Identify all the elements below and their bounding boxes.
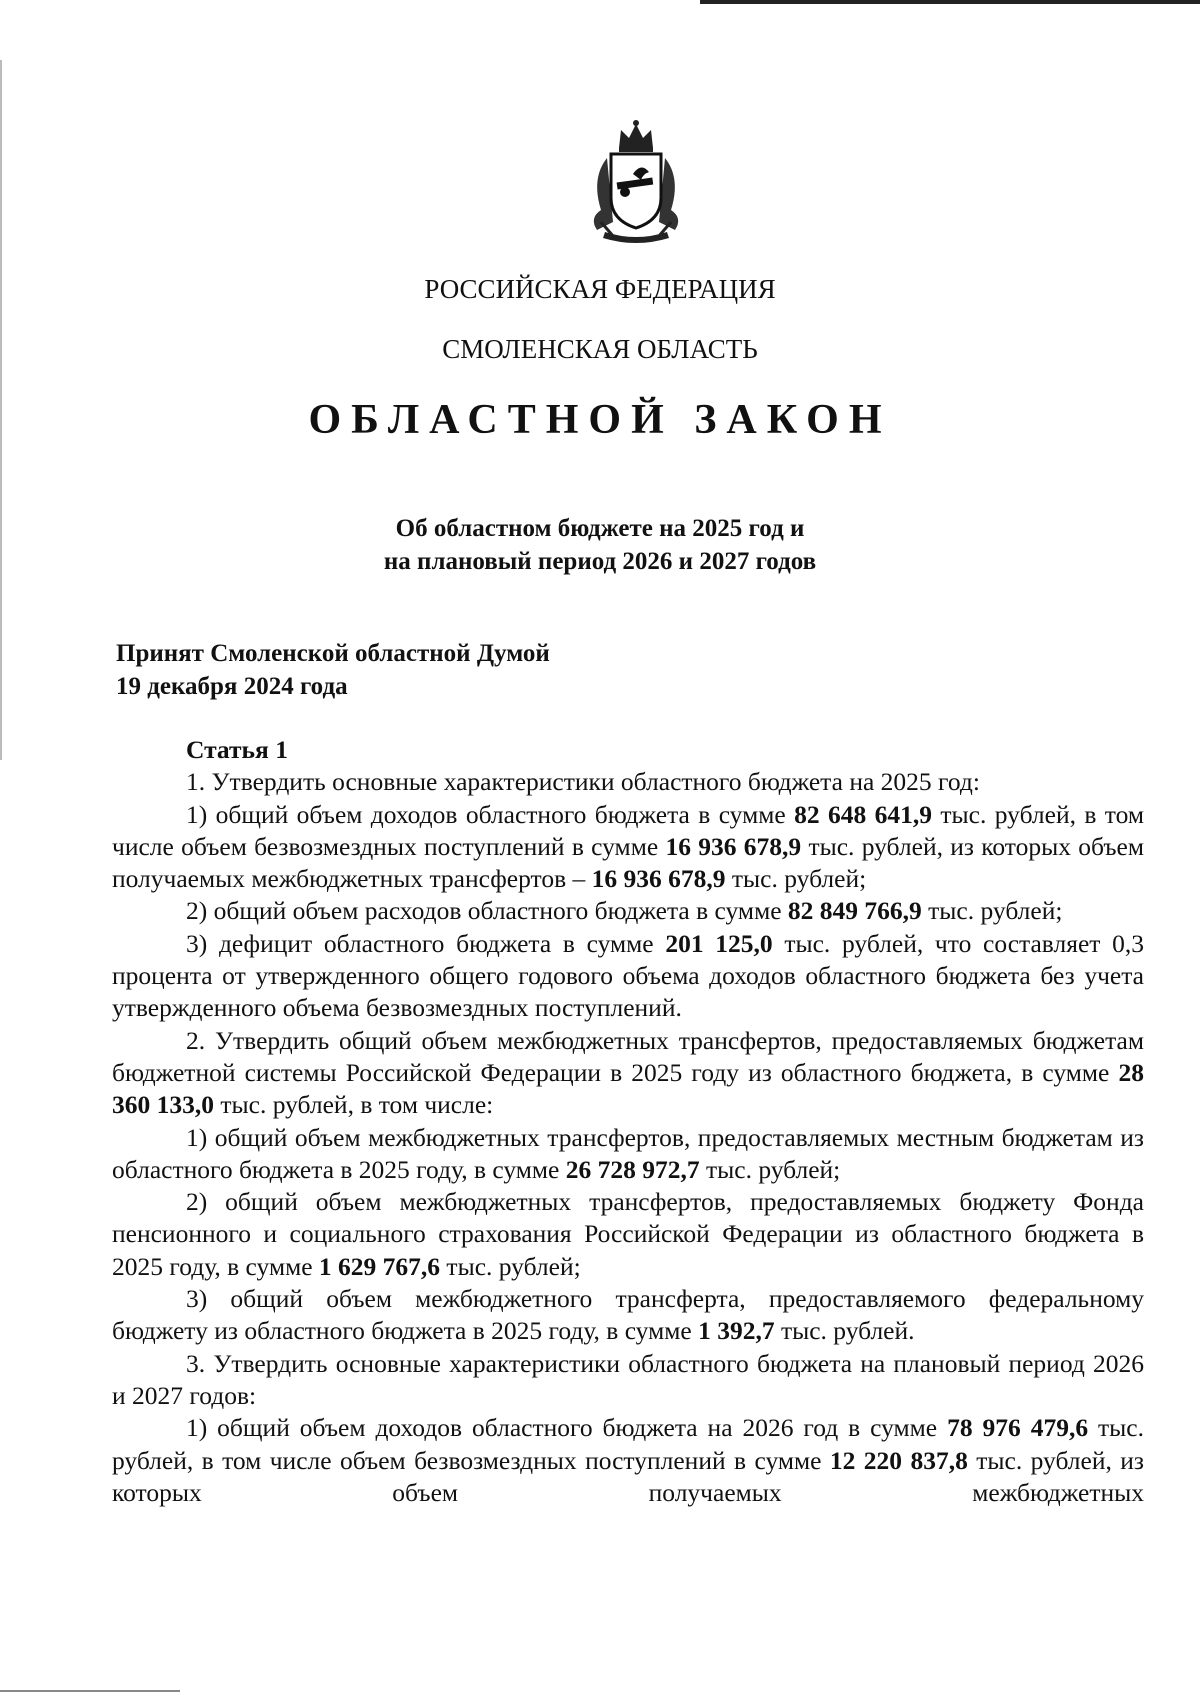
amount: 28 360 133,0 <box>112 1057 1144 1120</box>
law-title: ОБЛАСТНОЙ ЗАКОН <box>308 397 892 443</box>
article-body <box>112 734 1144 1509</box>
adoption-note <box>116 637 550 703</box>
region-heading: СМОЛЕНСКАЯ ОБЛАСТЬ <box>442 334 758 364</box>
paragraph: 2. Утвердить общий объем межбюджетных трансфертов, предоставляемых бюджетам бюджетной системы Российской Федерации в 2025 году из областного бюджета, в сумме 28 360 133,0 тыс. рублей, в том числе: <box>112 1025 1144 1120</box>
amount: 16 936 678,9 <box>665 831 802 861</box>
law-subject-line: на плановый период 2026 и 2027 годов <box>383 548 817 575</box>
amount: 82 648 641,9 <box>794 799 932 829</box>
paragraph: 3) дефицит областного бюджета в сумме 201 125,0 тыс. рублей, что составляет 0,3 процента от утвержденного общего годового объема доходов областного бюджета без учета утвержденного объема безвозмездных поступлений. <box>112 928 1145 1023</box>
amount: 16 936 678,9 <box>591 864 726 894</box>
scan-edge-top <box>700 0 1200 4</box>
amount: 12 220 837,8 <box>829 1445 968 1475</box>
paragraph: 3. Утвердить основные характеристики областного бюджета на плановый период 2026 и 2027 годов: <box>112 1348 1144 1410</box>
law-subject <box>0 512 1200 578</box>
paragraph: 2) общий объем расходов областного бюджета в сумме 82 849 766,9 тыс. рублей; <box>186 896 1063 926</box>
article-title: Статья 1 <box>186 735 288 764</box>
amount: 82 849 766,9 <box>787 896 922 926</box>
scan-edge-bottom <box>0 1690 180 1692</box>
amount: 1 392,7 <box>698 1316 775 1346</box>
paragraph: 1) общий объем межбюджетных трансфертов, предоставляемых местным бюджетам из областного бюджета в 2025 году, в сумме 26 728 972,7 тыс. рублей; <box>112 1122 1144 1184</box>
paragraph: 1) общий объем доходов областного бюджета на 2026 год в сумме 78 976 479,6 тыс. рублей, в том числе объем безвозмездных поступлений в сумме 12 220 837,8 тыс. рублей, из которых объем получаемых межбюджетных <box>112 1413 1144 1507</box>
paragraph: 1. Утвердить основные характеристики областного бюджета на 2025 год: <box>186 767 980 797</box>
amount: 78 976 479,6 <box>947 1413 1089 1443</box>
adoption-date: 19 декабря 2024 года <box>116 673 348 700</box>
amount: 201 125,0 <box>665 928 773 958</box>
country-heading: РОССИЙСКАЯ ФЕДЕРАЦИЯ <box>424 274 776 304</box>
paragraph: 3) общий объем межбюджетного трансферта, предоставляемого федеральному бюджету из областного бюджета в 2025 году, в сумме 1 392,7 тыс. рублей. <box>112 1284 1144 1346</box>
law-subject-line: Об областном бюджете на 2025 год и <box>395 515 805 542</box>
amount: 26 728 972,7 <box>565 1154 700 1184</box>
coat-of-arms-icon <box>583 118 689 246</box>
adoption-line: Принят Смоленской областной Думой <box>116 640 550 667</box>
paragraph: 1) общий объем доходов областного бюджета в сумме 82 648 641,9 тыс. рублей, в том числе объем безвозмездных поступлений в сумме 16 936 678,9 тыс. рублей, из которых объем получаемых межбюджетных трансфертов – 16 936 678,9 тыс. рублей; <box>112 799 1144 894</box>
amount: 1 629 767,6 <box>318 1251 441 1281</box>
paragraph: 2) общий объем межбюджетных трансфертов, предоставляемых бюджету Фонда пенсионного и социального страхования Российской Федерации из областного бюджета в 2025 году, в сумме 1 629 767,6 тыс. рублей; <box>112 1187 1144 1281</box>
